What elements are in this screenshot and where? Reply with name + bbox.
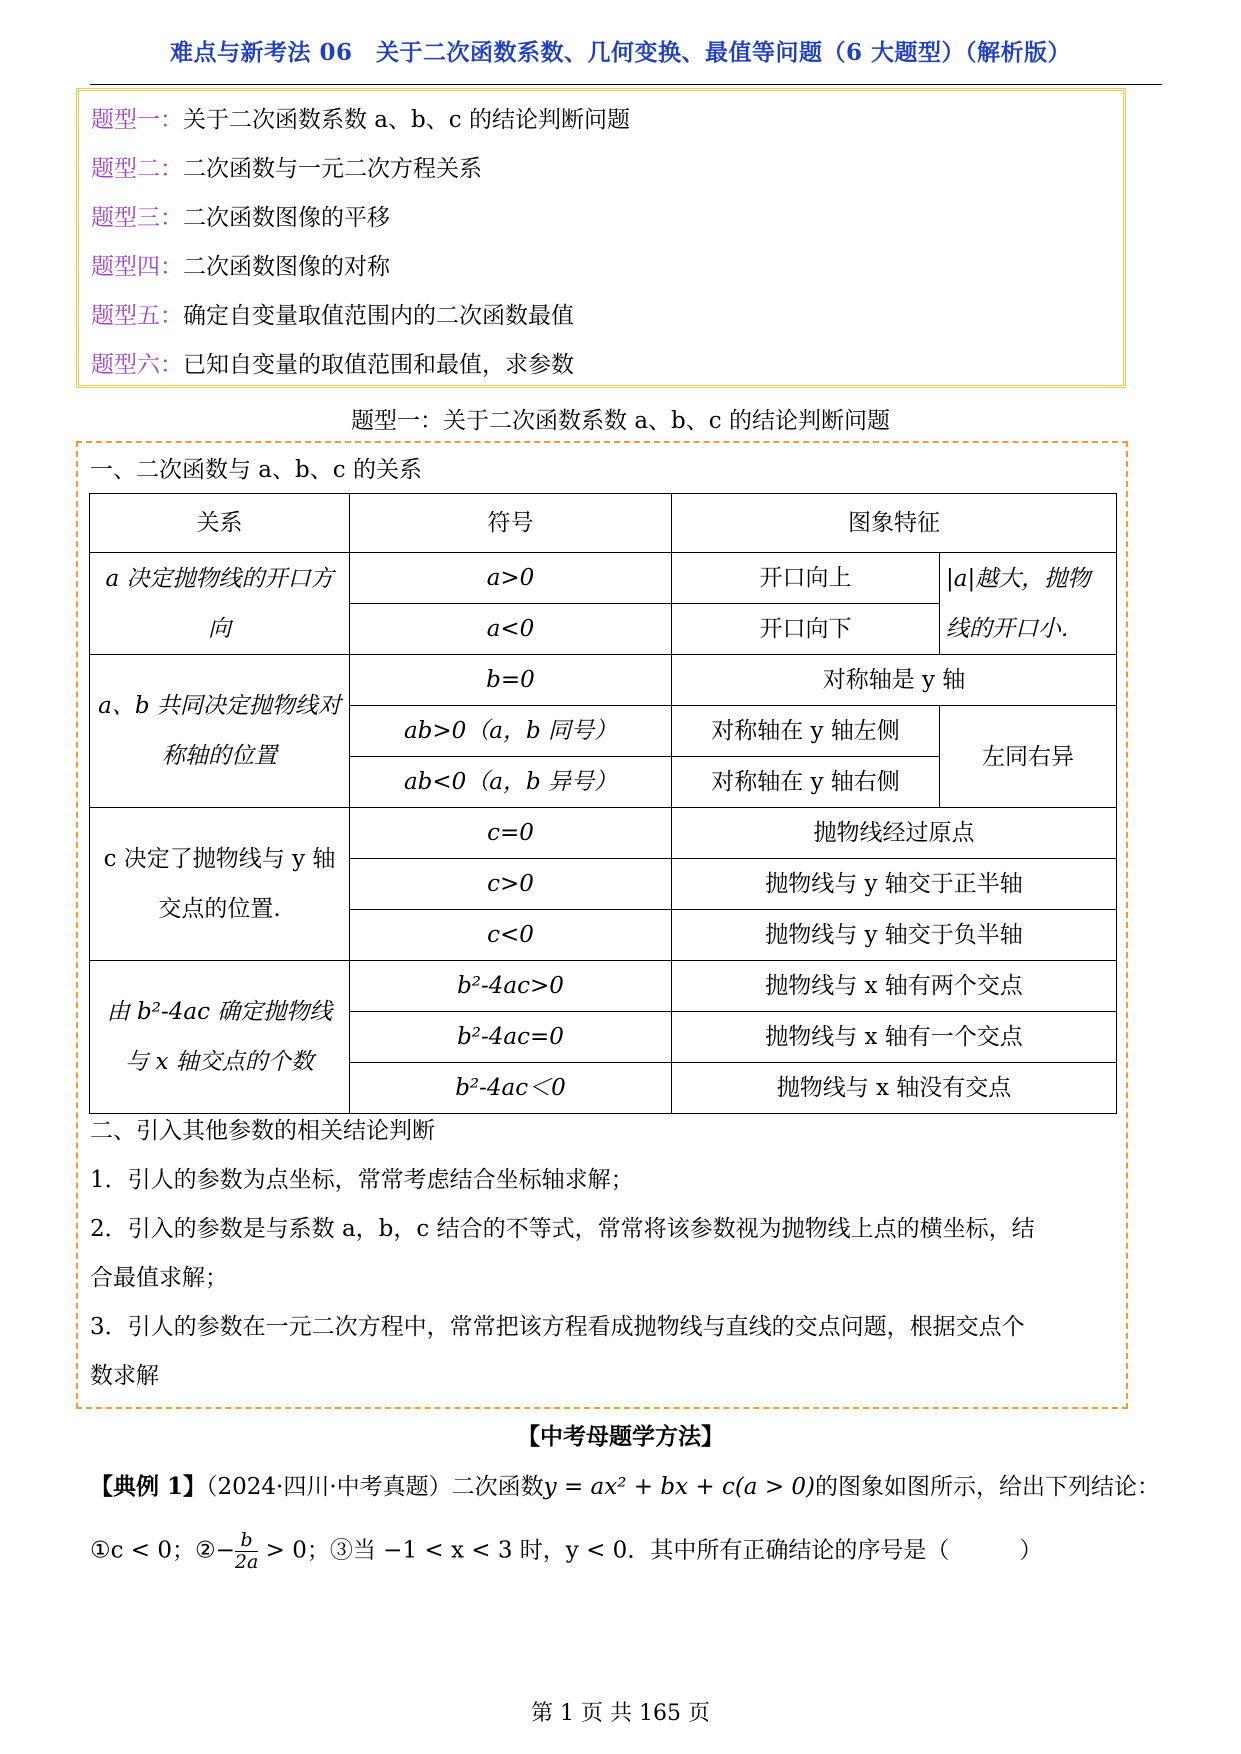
sign-cell: b²-4ac>0 <box>350 961 672 1012</box>
feature-cell: 抛物线经过原点 <box>672 808 1117 859</box>
page-title: 难点与新考法 06 关于二次函数系数、几何变换、最值等问题（6 大题型）（解析版） <box>169 39 1072 66</box>
sign-cell: ab>0（a，b 同号） <box>350 706 672 757</box>
toc-tag: 题型二 <box>91 156 160 182</box>
toc-colon: ： <box>160 254 183 280</box>
toc-tag: 题型三 <box>91 205 160 231</box>
toc-colon: ： <box>160 303 183 329</box>
toc-text: 关于二次函数系数 a、b、c 的结论判断问题 <box>183 107 630 133</box>
relation-cell: 由 b²-4ac 确定抛物线与 x 轴交点的个数 <box>90 961 350 1114</box>
section-heading: 题型一：关于二次函数系数 a、b、c 的结论判断问题 <box>351 408 890 434</box>
fraction-numerator: b <box>235 1530 258 1552</box>
relation-table <box>89 493 1117 1114</box>
toc-tag: 题型一 <box>91 107 160 133</box>
toc-text: 二次函数图像的对称 <box>183 254 390 280</box>
table-header: 符号 <box>350 494 672 553</box>
note-cell: |a|越大，抛物线的开口小. <box>940 553 1117 655</box>
toc-item <box>91 248 390 281</box>
conclusion-2-prefix: ②− <box>195 1537 235 1564</box>
toc-colon: ： <box>160 352 183 378</box>
feature-cell: 抛物线与 x 轴有一个交点 <box>672 1012 1117 1063</box>
toc-item <box>91 199 390 232</box>
feature-cell: 抛物线与 y 轴交于正半轴 <box>672 859 1117 910</box>
paragraph-1: 1．引人的参数为点坐标，常常考虑结合坐标轴求解； <box>90 1167 634 1193</box>
feature-cell: 开口向上 <box>672 553 940 604</box>
formula: y = ax² + bx + c(a > 0) <box>543 1474 816 1500</box>
feature-cell: 对称轴在 y 轴左侧 <box>672 706 940 757</box>
toc-tag: 题型六 <box>91 352 160 378</box>
example-text: 的图象如图所示，给出下列结论： <box>815 1474 1161 1500</box>
feature-cell: 开口向下 <box>672 604 940 655</box>
toc-text: 确定自变量取值范围内的二次函数最值 <box>183 303 574 329</box>
sign-cell: a<0 <box>350 604 672 655</box>
example-source: （2024·四川·中考真题） <box>206 1474 452 1500</box>
toc-text: 二次函数与一元二次方程关系 <box>183 156 482 182</box>
toc-tag: 题型四 <box>91 254 160 280</box>
conclusion-2-suffix: > 0； <box>258 1537 330 1564</box>
example-1 <box>90 1468 1160 1501</box>
table-header: 关系 <box>90 494 350 553</box>
conclusion-1: ①c < 0； <box>90 1537 196 1564</box>
paragraph-3-cont: 数求解 <box>90 1363 159 1389</box>
relation-cell: c 决定了抛物线与 y 轴交点的位置. <box>90 808 350 961</box>
sign-cell: c<0 <box>350 910 672 961</box>
method-heading: 【中考母题学方法】 <box>517 1423 724 1450</box>
subheading-2: 二、引入其他参数的相关结论判断 <box>90 1118 435 1144</box>
toc-colon: ： <box>160 107 183 133</box>
sign-cell: ab<0（a，b 异号） <box>350 757 672 808</box>
toc-text: 已知自变量的取值范围和最值，求参数 <box>183 352 574 378</box>
close-paren: ） <box>1019 1537 1043 1564</box>
toc-item <box>91 297 574 330</box>
sign-cell: b²-4ac=0 <box>350 1012 672 1063</box>
sign-cell: b²-4ac＜0 <box>350 1063 672 1114</box>
relation-cell: a 决定抛物线的开口方向 <box>90 553 350 655</box>
paragraph-2-cont: 合最值求解； <box>90 1265 228 1291</box>
feature-cell: 抛物线与 x 轴没有交点 <box>672 1063 1117 1114</box>
example-text: 二次函数 <box>451 1474 544 1500</box>
title-rule <box>90 84 1162 85</box>
sign-cell: c=0 <box>350 808 672 859</box>
paragraph-2: 2．引入的参数是与系数 a，b，c 结合的不等式，常常将该参数视为抛物线上点的横坐标，结 <box>90 1216 1035 1242</box>
sign-cell: a>0 <box>350 553 672 604</box>
table-header: 图象特征 <box>672 494 1117 553</box>
relation-cell: a、b 共同决定抛物线对称轴的位置 <box>90 655 350 808</box>
feature-cell: 对称轴是 y 轴 <box>672 655 1117 706</box>
paragraph-3: 3．引人的参数在一元二次方程中，常常把该方程看成抛物线与直线的交点问题，根据交点个 <box>90 1314 1025 1340</box>
feature-cell: 抛物线与 x 轴有两个交点 <box>672 961 1117 1012</box>
example-conclusions <box>90 1530 1042 1573</box>
feature-cell: 对称轴在 y 轴右侧 <box>672 757 940 808</box>
sign-cell: b=0 <box>350 655 672 706</box>
fraction-denominator: 2a <box>234 1550 259 1573</box>
toc-box <box>76 88 1126 388</box>
example-label: 【典例 1】 <box>90 1473 207 1500</box>
toc-tag: 题型五 <box>91 303 160 329</box>
toc-item <box>91 150 482 183</box>
toc-colon: ： <box>160 205 183 231</box>
page-footer: 第 1 页 共 165 页 <box>531 1701 710 1726</box>
note-cell: 左同右异 <box>940 706 1117 808</box>
fraction <box>235 1530 258 1573</box>
conclusion-3: ③当 −1 < x < 3 时， <box>329 1537 566 1564</box>
sign-cell: c>0 <box>350 859 672 910</box>
conclusion-3-tail: y < 0．其中所有正确结论的序号是（ <box>565 1537 950 1564</box>
subheading-1: 一、二次函数与 a、b、c 的关系 <box>90 457 422 483</box>
toc-colon: ： <box>160 156 183 182</box>
toc-text: 二次函数图像的平移 <box>183 205 390 231</box>
toc-item <box>91 101 630 134</box>
toc-item <box>91 346 574 379</box>
feature-cell: 抛物线与 y 轴交于负半轴 <box>672 910 1117 961</box>
